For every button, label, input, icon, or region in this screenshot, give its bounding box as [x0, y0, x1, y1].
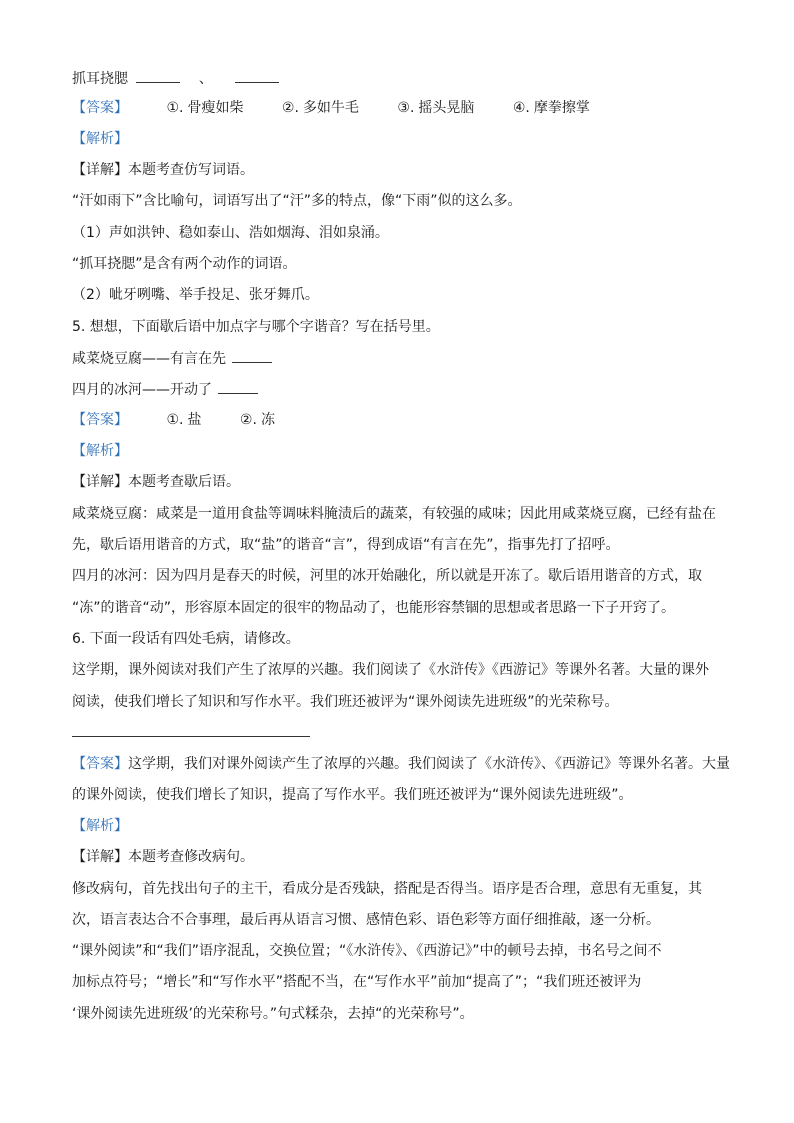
option-text: 盐	[187, 412, 202, 428]
question-5-title: 5. 想想，下面歇后语中加点字与哪个字谐音？写在括号里。	[72, 319, 440, 335]
detail-line	[72, 160, 254, 180]
paragraph: 这学期，课外阅读对我们产生了浓厚的兴趣。我们阅读了《水浒传》《西游记》等课外名著。大量的课外	[72, 662, 709, 678]
analysis-label: 【解析】	[72, 818, 128, 834]
q4-answer	[72, 98, 590, 118]
option-text: 骨瘦如柴	[187, 100, 244, 116]
detail-label: 【详解】	[72, 474, 128, 490]
q5-item-text: 四月的冰河——开动了	[72, 382, 212, 398]
q4-line-zhuaer	[72, 68, 279, 89]
detail-line	[72, 472, 240, 492]
option-num: ④.	[512, 100, 530, 116]
paragraph: ‘课外阅读先进班级’的光荣称号。”句式糅杂，去掉“的光荣称号”。	[72, 1006, 474, 1022]
answer-blank	[235, 68, 279, 83]
paragraph: 次，语言表达合不合事理，最后再从语言习惯、感情色彩、语色彩等方面仔细推敲，逐一分析。	[72, 912, 660, 928]
option-num: ②.	[239, 412, 257, 428]
paragraph: “汗如雨下”含比喻句，词语写出了“汗”多的特点，像“下雨”似的这么多。	[72, 193, 522, 209]
option-text: 冻	[260, 412, 275, 428]
q5-answer	[72, 410, 275, 430]
answer-blank	[218, 379, 258, 394]
detail-line	[72, 847, 254, 867]
option	[166, 410, 201, 430]
option-num: ①.	[166, 412, 184, 428]
detail-text: 本题考查歇后语。	[128, 474, 240, 490]
option-text: 摇头晃脑	[418, 100, 475, 116]
analysis-label: 【解析】	[72, 131, 128, 147]
separator: 、	[198, 71, 213, 87]
detail-label: 【详解】	[72, 162, 128, 178]
paragraph: 四月的冰河：因为四月是春天的时候，河里的冰开始融化，所以就是开冻了。歇后语用谐音的方式，取	[72, 568, 702, 584]
answer-line	[72, 736, 310, 737]
paragraph: （1）声如洪钟、稳如泰山、浩如烟海、泪如泉涌。	[72, 225, 389, 241]
paragraph: 先，歇后语用谐音的方式，取“盐”的谐音“言”，得到成语“有言在先”，指事先打了招呼。	[72, 537, 620, 553]
answer-blank	[232, 348, 272, 363]
q5-item	[72, 348, 272, 369]
answer-text: 这学期，我们对课外阅读产生了浓厚的兴趣。我们阅读了《水浒传》、《西游记》等课外名著。大量	[128, 756, 730, 772]
option-num: ③.	[397, 100, 415, 116]
q6-answer	[72, 754, 730, 774]
answer-label: 【答案】	[72, 100, 128, 116]
prompt-word: 抓耳挠腮	[72, 71, 128, 87]
answer-blank	[136, 68, 180, 83]
option	[397, 98, 474, 118]
paragraph: 咸菜烧豆腐：咸菜是一道用食盐等调味料腌渍后的蔬菜，有较强的咸味；因此用咸菜烧豆腐，已经有盐在	[72, 506, 716, 522]
q5-item	[72, 379, 258, 400]
answer-label: 【答案】	[72, 412, 128, 428]
paragraph: 修改病句，首先找出句子的主干，看成分是否残缺，搭配是否得当。语序是否合理，意思有无重复，其	[72, 881, 702, 897]
option-num: ①.	[166, 100, 184, 116]
paragraph: “冻”的谐音“动”，形容原本固定的很牢的物品动了，也能形容禁锢的思想或者思路一下子开窍了。	[72, 600, 676, 616]
q5-item-text: 咸菜烧豆腐——有言在先	[72, 351, 226, 367]
option	[513, 98, 590, 118]
option	[166, 98, 243, 118]
answer-label: 【答案】	[72, 756, 128, 772]
question-6-title: 6. 下面一段话有四处毛病，请修改。	[72, 631, 300, 647]
detail-text: 本题考查修改病句。	[128, 849, 254, 865]
option-text: 多如牛毛	[302, 100, 359, 116]
detail-text: 本题考查仿写词语。	[128, 162, 254, 178]
paragraph: 的课外阅读，使我们增长了知识，提高了写作水平。我们班还被评为“课外阅读先进班级”。	[72, 787, 633, 803]
paragraph: “课外阅读”和“我们”语序混乱，交换位置；“《水浒传》、《西游记》”中的顿号去掉，书名号之间不	[72, 943, 662, 959]
option-text: 摩拳擦掌	[533, 100, 590, 116]
paragraph: “抓耳挠腮”是含有两个动作的词语。	[72, 256, 297, 272]
paragraph: 阅读，使我们增长了知识和写作水平。我们班还被评为“课外阅读先进班级”的光荣称号。	[72, 694, 619, 710]
detail-label: 【详解】	[72, 849, 128, 865]
option	[282, 98, 359, 118]
option	[240, 410, 275, 430]
analysis-label: 【解析】	[72, 443, 128, 459]
option-num: ②.	[281, 100, 299, 116]
paragraph: 加标点符号；“增长”和“写作水平”搭配不当，在“写作水平”前加“提高了”；“我们班还被评为	[72, 974, 642, 990]
paragraph: （2）呲牙咧嘴、举手投足、张牙舞爪。	[72, 287, 319, 303]
